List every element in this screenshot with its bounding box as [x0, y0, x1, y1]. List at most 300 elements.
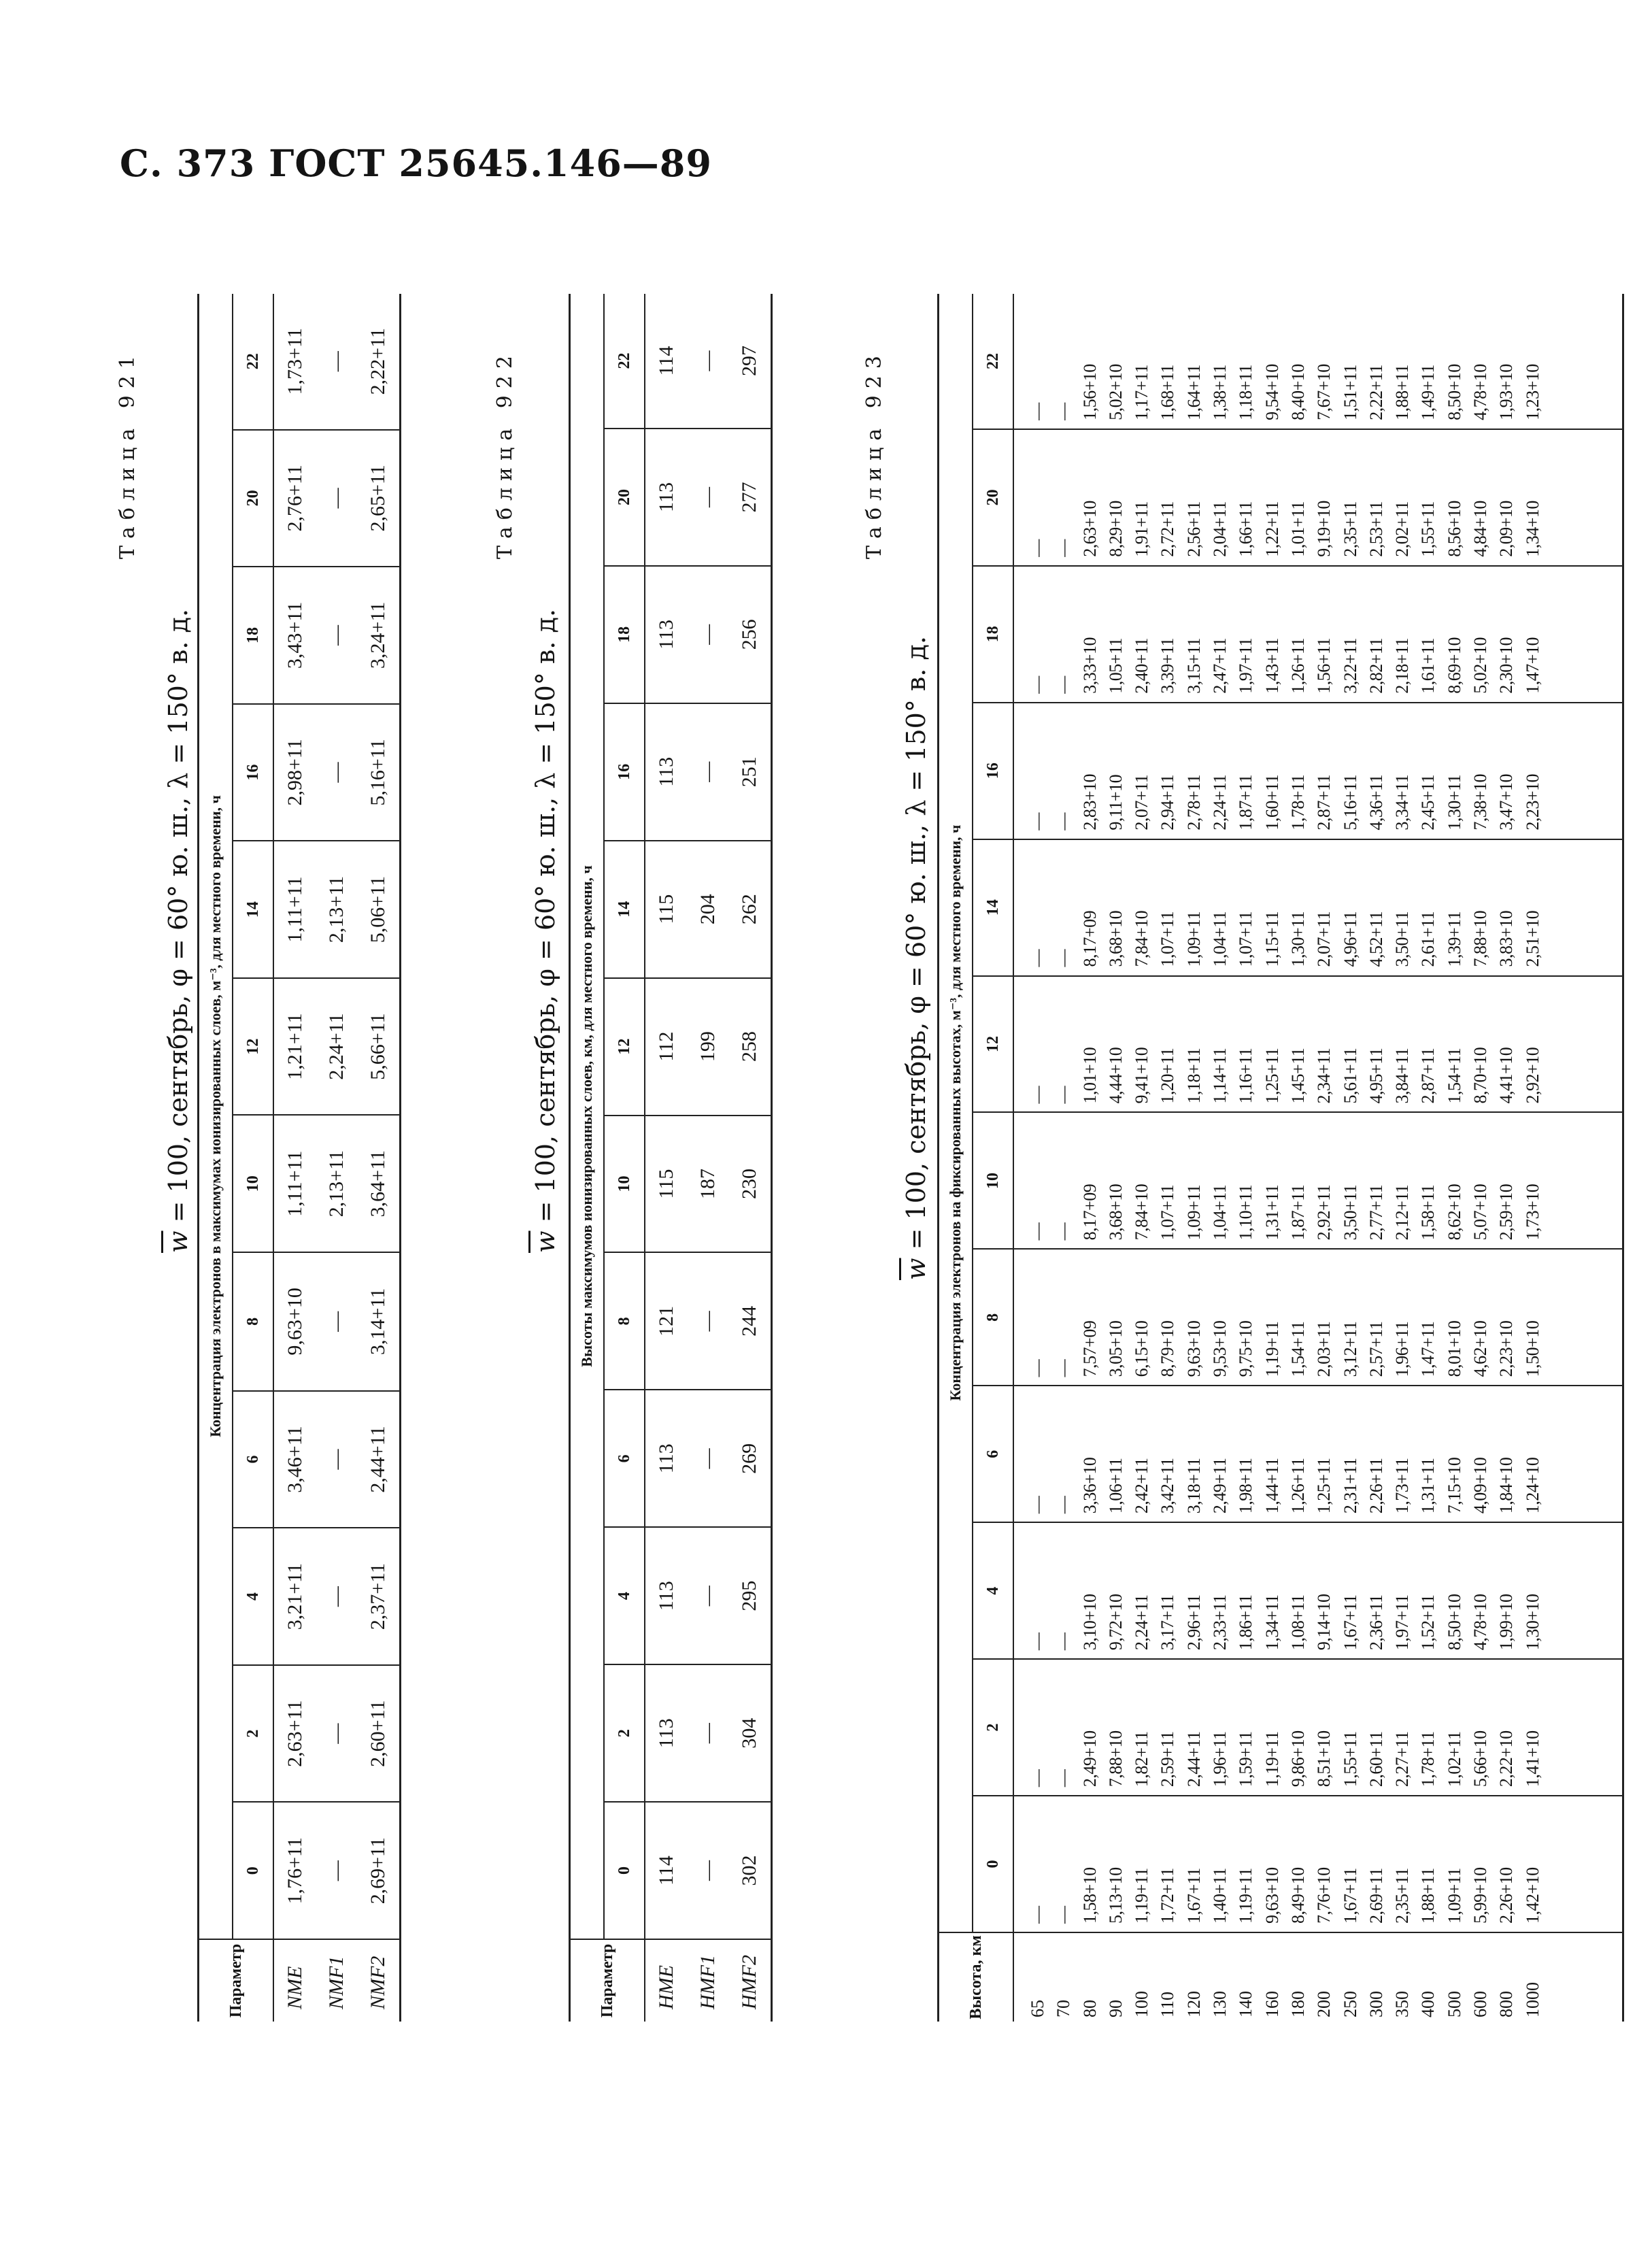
value-cell: 113 — [645, 429, 687, 566]
value-cell: 304 — [728, 1664, 771, 1802]
value-cell: 258 — [728, 978, 771, 1116]
value-cell: 1,07+11 — [1236, 911, 1256, 967]
value-cell: 1,02+11 — [1444, 1731, 1464, 1788]
value-cell: 7,84+10 — [1132, 910, 1152, 967]
value-cell: 244 — [728, 1252, 771, 1390]
value-cell: 1,88+11 — [1392, 365, 1413, 420]
value-cell: 2,87+11 — [1418, 1047, 1438, 1104]
value-cell: 8,49+10 — [1287, 1867, 1308, 1924]
value-cell: 2,12+11 — [1392, 1184, 1413, 1241]
value-cell: — — [687, 1664, 728, 1802]
hour-header: 16 — [604, 703, 645, 841]
value-cell: — — [316, 294, 357, 430]
value-cell: 2,22+11 — [1366, 365, 1386, 420]
value-cell: — — [316, 1252, 357, 1391]
value-cell: 9,53+10 — [1210, 1320, 1230, 1377]
value-cell: 2,22+10 — [1496, 1730, 1517, 1788]
value-cell: 1,93+10 — [1496, 364, 1517, 420]
value-cell: 121 — [645, 1252, 687, 1390]
value-cell: 2,69+11 — [357, 1802, 400, 1939]
data-column — [1013, 1249, 1623, 1386]
hour-header: 2 — [973, 1659, 1013, 1796]
height-column — [1013, 1932, 1623, 2022]
value-cell: 4,95+11 — [1366, 1047, 1386, 1104]
hour-header: 6 — [973, 1386, 1013, 1522]
value-cell: 1,23+10 — [1522, 364, 1543, 420]
value-cell: 2,24+11 — [316, 978, 357, 1116]
value-cell: 1,25+11 — [1262, 1047, 1282, 1104]
value-cell: — — [316, 430, 357, 567]
value-cell: 113 — [645, 703, 687, 841]
height-cell: 70 — [1053, 2000, 1074, 2017]
data-column — [1013, 566, 1623, 703]
table-row — [273, 294, 316, 2022]
value-cell: 2,36+11 — [1366, 1594, 1386, 1651]
value-cell: 1,97+11 — [1392, 1594, 1413, 1651]
value-cell: 3,12+11 — [1340, 1321, 1360, 1377]
table-922 — [569, 294, 773, 2022]
value-cell: 1,58+11 — [1418, 1184, 1438, 1241]
data-column — [1013, 1112, 1623, 1249]
value-cell: 2,92+11 — [1314, 1184, 1334, 1241]
value-cell: 1,68+11 — [1158, 365, 1178, 420]
value-cell: — — [1028, 950, 1047, 967]
height-cell: 140 — [1236, 1991, 1256, 2017]
value-cell: — — [1053, 1359, 1074, 1377]
table-922-title — [530, 609, 560, 1253]
value-cell: 9,11+10 — [1105, 774, 1126, 831]
value-cell: 1,64+11 — [1183, 365, 1204, 420]
value-cell: 1,09+11 — [1183, 1184, 1204, 1241]
hour-header: 2 — [233, 1665, 273, 1803]
hour-header: 20 — [233, 430, 273, 567]
value-cell: 2,59+10 — [1496, 1184, 1517, 1241]
value-cell: — — [1028, 1906, 1047, 1924]
table-row — [728, 294, 771, 2022]
value-cell: 8,17+09 — [1079, 910, 1100, 967]
hour-header: 20 — [973, 429, 1013, 566]
hour-header: 8 — [973, 1249, 1013, 1386]
table-923-body-row — [1013, 294, 1623, 2022]
value-cell: 2,49+11 — [1210, 1458, 1230, 1514]
param-cell: HME — [645, 1939, 687, 2022]
value-cell: 3,50+11 — [1392, 911, 1413, 967]
value-cell: — — [1053, 539, 1074, 557]
hour-header: 14 — [604, 841, 645, 978]
value-cell: 2,23+10 — [1496, 1320, 1517, 1377]
table-921-param-header: Параметр — [199, 1939, 274, 2022]
height-cell: 65 — [1028, 2000, 1047, 2017]
hour-header: 10 — [604, 1116, 645, 1253]
table-922-title-w: $\overline{w}$ — [530, 1230, 560, 1253]
value-cell: 3,14+11 — [357, 1252, 400, 1391]
height-cell: 200 — [1314, 1991, 1334, 2017]
value-cell: 7,57+09 — [1079, 1320, 1100, 1377]
value-cell: 8,17+09 — [1079, 1184, 1100, 1241]
value-cell: 1,06+11 — [1105, 1458, 1126, 1514]
value-cell: 5,07+10 — [1470, 1184, 1491, 1241]
value-cell: 4,52+11 — [1366, 911, 1386, 967]
value-cell: 9,41+10 — [1132, 1047, 1152, 1104]
value-cell: 2,65+11 — [357, 430, 400, 567]
page-header: С. 373 ГОСТ 25645.146—89 — [120, 141, 712, 185]
value-cell: — — [1028, 1632, 1047, 1651]
value-cell: 1,56+11 — [1314, 638, 1334, 694]
value-cell: 4,41+10 — [1496, 1047, 1517, 1104]
value-cell: 1,14+11 — [1210, 1047, 1230, 1104]
value-cell: 1,07+11 — [1158, 911, 1178, 967]
value-cell: 9,75+10 — [1236, 1320, 1256, 1377]
value-cell: 2,31+11 — [1340, 1458, 1360, 1514]
value-cell: 2,27+11 — [1392, 1731, 1413, 1788]
value-cell: 277 — [728, 429, 771, 566]
hour-header: 22 — [973, 294, 1013, 429]
value-cell: 1,58+10 — [1079, 1867, 1100, 1924]
hour-header: 18 — [233, 567, 273, 704]
value-cell: 1,19+11 — [1262, 1731, 1282, 1788]
value-cell: 2,26+10 — [1496, 1867, 1517, 1924]
value-cell: 1,67+11 — [1340, 1594, 1360, 1651]
value-cell: 2,24+11 — [1132, 1594, 1152, 1651]
value-cell: 256 — [728, 566, 771, 703]
hour-header: 4 — [604, 1527, 645, 1664]
height-cell: 100 — [1132, 1991, 1152, 2017]
param-cell: NME — [273, 1939, 316, 2022]
height-cell: 300 — [1366, 1991, 1386, 2017]
value-cell: 7,15+10 — [1444, 1457, 1464, 1514]
hour-header: 14 — [973, 839, 1013, 976]
hour-header: 20 — [604, 429, 645, 566]
value-cell: 1,19+11 — [1236, 1868, 1256, 1924]
value-cell: 1,11+11 — [273, 1115, 316, 1252]
table-923-height-header: Высота, км — [939, 1932, 1014, 2022]
value-cell: 2,51+10 — [1522, 910, 1543, 967]
value-cell: 3,10+10 — [1079, 1594, 1100, 1651]
value-cell: 2,69+11 — [1366, 1868, 1386, 1924]
value-cell: — — [1053, 950, 1074, 967]
height-cell: 120 — [1183, 1991, 1204, 2017]
value-cell: 1,18+11 — [1183, 1047, 1204, 1104]
hour-header: 8 — [233, 1252, 273, 1391]
value-cell: 9,63+10 — [273, 1252, 316, 1391]
value-cell: 2,63+10 — [1079, 501, 1100, 557]
param-cell: HMF2 — [728, 1939, 771, 2022]
hour-header: 4 — [973, 1522, 1013, 1659]
value-cell: 3,33+10 — [1079, 637, 1100, 694]
value-cell: 1,78+11 — [1287, 774, 1308, 831]
value-cell: 115 — [645, 841, 687, 978]
value-cell: 2,77+11 — [1366, 1184, 1386, 1241]
value-cell: 1,50+10 — [1522, 1320, 1543, 1377]
value-cell: 2,53+11 — [1366, 501, 1386, 557]
value-cell: 1,09+11 — [1444, 1868, 1464, 1924]
value-cell: 1,42+10 — [1522, 1867, 1543, 1924]
value-cell: 1,01+10 — [1079, 1047, 1100, 1104]
hour-header: 6 — [233, 1391, 273, 1528]
table-923-caption: Концентрация электронов на фиксированных высотах, м⁻³, для местного времени, ч — [939, 294, 973, 1932]
value-cell: 2,18+11 — [1392, 638, 1413, 694]
value-cell: 1,73+10 — [1522, 1184, 1543, 1241]
value-cell: 113 — [645, 1390, 687, 1527]
table-923-title-w: $\overline{w}$ — [901, 1258, 931, 1280]
value-cell: 112 — [645, 978, 687, 1116]
value-cell: 1,45+11 — [1287, 1047, 1308, 1104]
value-cell: 1,30+11 — [1287, 911, 1308, 967]
value-cell: 3,43+11 — [273, 567, 316, 704]
value-cell: 114 — [645, 294, 687, 429]
value-cell: 1,41+10 — [1522, 1730, 1543, 1788]
value-cell: 3,68+10 — [1105, 910, 1126, 967]
value-cell: 2,44+11 — [357, 1391, 400, 1528]
value-cell: 297 — [728, 294, 771, 429]
param-cell: NMF2 — [357, 1939, 400, 2022]
value-cell: 1,26+11 — [1287, 1458, 1308, 1514]
value-cell: — — [1053, 1769, 1074, 1788]
height-cell: 500 — [1444, 1991, 1464, 2017]
value-cell: 5,16+11 — [357, 704, 400, 841]
value-cell: 1,60+11 — [1262, 774, 1282, 831]
hour-header: 14 — [233, 841, 273, 978]
height-cell: 1000 — [1522, 1982, 1543, 2017]
data-column — [1013, 1796, 1623, 1932]
value-cell: 1,04+11 — [1210, 911, 1230, 967]
value-cell: — — [1028, 676, 1047, 694]
value-cell: 2,60+11 — [357, 1665, 400, 1803]
hour-header: 10 — [973, 1112, 1013, 1249]
value-cell: 2,94+11 — [1158, 774, 1178, 831]
table-921-hours-row — [233, 294, 273, 2022]
value-cell: 295 — [728, 1527, 771, 1664]
value-cell: 2,78+11 — [1183, 774, 1204, 831]
value-cell: 8,79+10 — [1158, 1320, 1178, 1377]
value-cell: 3,17+11 — [1158, 1594, 1178, 1651]
value-cell: 2,98+11 — [273, 704, 316, 841]
table-921-title — [163, 609, 193, 1253]
data-column — [1013, 1522, 1623, 1659]
value-cell: 2,83+10 — [1079, 773, 1100, 831]
value-cell: 5,16+11 — [1340, 774, 1360, 831]
value-cell: 7,88+10 — [1470, 910, 1491, 967]
value-cell: 1,72+11 — [1158, 1868, 1178, 1924]
value-cell: — — [1028, 813, 1047, 831]
value-cell: 5,06+11 — [357, 841, 400, 978]
value-cell: 1,59+11 — [1236, 1731, 1256, 1788]
height-cell: 800 — [1496, 1991, 1517, 2017]
height-cell: 180 — [1287, 1991, 1308, 2017]
value-cell: — — [316, 1391, 357, 1528]
hour-header: 0 — [973, 1796, 1013, 1932]
value-cell: 2,35+11 — [1392, 1868, 1413, 1924]
value-cell: 8,56+10 — [1444, 501, 1464, 557]
value-cell: 2,03+11 — [1314, 1321, 1334, 1377]
table-921-title-w: $\overline{w}$ — [163, 1230, 193, 1253]
value-cell: 2,82+11 — [1366, 638, 1386, 694]
value-cell: — — [1028, 1359, 1047, 1377]
value-cell: 2,04+11 — [1210, 501, 1230, 557]
value-cell: 1,55+11 — [1418, 501, 1438, 557]
value-cell: 204 — [687, 841, 728, 978]
value-cell: 1,61+11 — [1418, 638, 1438, 694]
value-cell: 1,08+11 — [1287, 1594, 1308, 1651]
value-cell: — — [687, 1390, 728, 1527]
value-cell: 5,66+10 — [1470, 1730, 1491, 1788]
value-cell: 5,02+10 — [1470, 637, 1491, 694]
data-column — [1013, 1659, 1623, 1796]
value-cell: 8,51+10 — [1314, 1730, 1334, 1788]
value-cell: 2,22+11 — [357, 294, 400, 430]
value-cell: 262 — [728, 841, 771, 978]
value-cell: 1,18+11 — [1236, 365, 1256, 420]
value-cell: 1,96+11 — [1392, 1321, 1413, 1377]
value-cell: 9,63+10 — [1183, 1320, 1204, 1377]
hour-header: 10 — [233, 1115, 273, 1252]
height-cell: 130 — [1210, 1991, 1230, 2017]
value-cell: 3,34+11 — [1392, 774, 1413, 831]
value-cell: 4,36+11 — [1366, 774, 1386, 831]
value-cell: 2,02+11 — [1392, 501, 1413, 557]
value-cell: 2,61+11 — [1418, 911, 1438, 967]
hour-header: 12 — [233, 978, 273, 1116]
hour-header: 2 — [604, 1664, 645, 1802]
value-cell: 1,78+11 — [1418, 1731, 1438, 1788]
value-cell: 2,34+11 — [1314, 1047, 1334, 1104]
value-cell: — — [687, 1252, 728, 1390]
value-cell: — — [1028, 1769, 1047, 1788]
value-cell: — — [1053, 1222, 1074, 1241]
value-cell: 1,19+11 — [1132, 1868, 1152, 1924]
value-cell: 1,66+11 — [1236, 501, 1256, 557]
value-cell: 8,69+10 — [1444, 637, 1464, 694]
value-cell: 1,51+11 — [1340, 365, 1360, 420]
value-cell: 1,21+11 — [273, 978, 316, 1116]
hour-header: 6 — [604, 1390, 645, 1527]
value-cell: 1,55+11 — [1340, 1731, 1360, 1788]
value-cell: 3,50+11 — [1340, 1184, 1360, 1241]
value-cell: 2,24+11 — [1210, 774, 1230, 831]
value-cell: 3,47+10 — [1496, 773, 1517, 831]
table-922-title-rest: = 100, сентябрь, φ = 60° ю. ш., λ = 150° в. д. — [530, 609, 560, 1231]
value-cell: 1,44+11 — [1262, 1458, 1282, 1514]
value-cell: 2,13+11 — [316, 841, 357, 978]
value-cell: 2,56+11 — [1183, 501, 1204, 557]
value-cell: 115 — [645, 1116, 687, 1253]
value-cell: 1,56+10 — [1079, 364, 1100, 420]
value-cell: 2,47+11 — [1210, 638, 1230, 694]
value-cell: — — [1053, 676, 1074, 694]
value-cell: 3,46+11 — [273, 1391, 316, 1528]
value-cell: 269 — [728, 1390, 771, 1527]
value-cell: 8,50+10 — [1444, 364, 1464, 420]
value-cell: 1,39+11 — [1444, 911, 1464, 967]
value-cell: 1,67+11 — [1340, 1868, 1360, 1924]
value-cell: 6,15+10 — [1132, 1320, 1152, 1377]
value-cell: 3,05+10 — [1105, 1320, 1126, 1377]
value-cell: 2,60+11 — [1366, 1731, 1386, 1788]
value-cell: 2,37+11 — [357, 1528, 400, 1665]
value-cell: 1,19+11 — [1262, 1321, 1282, 1377]
value-cell: 1,73+11 — [273, 294, 316, 430]
value-cell: 1,04+11 — [1210, 1184, 1230, 1241]
table-922-label: Таблица 922 — [493, 349, 517, 559]
table-922-param-header: Параметр — [570, 1939, 645, 2022]
value-cell: — — [316, 704, 357, 841]
value-cell: 3,24+11 — [357, 567, 400, 704]
value-cell: 1,43+11 — [1262, 638, 1282, 694]
table-923-hours-row — [973, 294, 1013, 2022]
param-cell: HMF1 — [687, 1939, 728, 2022]
value-cell: 113 — [645, 566, 687, 703]
table-923 — [937, 294, 1624, 2022]
data-column — [1013, 429, 1623, 566]
value-cell: 3,42+11 — [1158, 1458, 1178, 1514]
value-cell: — — [1028, 1222, 1047, 1241]
value-cell: 5,99+10 — [1470, 1867, 1491, 1924]
value-cell: 2,40+11 — [1132, 638, 1152, 694]
value-cell: 2,72+11 — [1158, 501, 1178, 557]
value-cell: 1,47+10 — [1522, 637, 1543, 694]
value-cell: 1,22+11 — [1262, 501, 1282, 557]
value-cell: 5,66+11 — [357, 978, 400, 1116]
data-column — [1013, 1386, 1623, 1522]
value-cell: — — [316, 1802, 357, 1939]
value-cell: 2,45+11 — [1418, 774, 1438, 831]
table-921-caption: Концентрация электронов в максимумах ионизированных слоев, м⁻³, для местного времени, ч — [199, 294, 233, 1939]
table-row — [316, 294, 357, 2022]
hour-header: 0 — [233, 1802, 273, 1939]
value-cell: 1,84+10 — [1496, 1457, 1517, 1514]
value-cell: 114 — [645, 1802, 687, 1939]
table-923-title — [901, 636, 931, 1280]
value-cell: 2,42+11 — [1132, 1458, 1152, 1514]
value-cell: — — [316, 1528, 357, 1665]
value-cell: 2,35+11 — [1340, 501, 1360, 557]
value-cell: 3,36+10 — [1079, 1457, 1100, 1514]
value-cell: 8,29+10 — [1105, 501, 1126, 557]
param-cell: NMF1 — [316, 1939, 357, 2022]
value-cell: 9,19+10 — [1314, 501, 1334, 557]
value-cell: 8,62+10 — [1444, 1184, 1464, 1241]
value-cell: — — [1053, 1496, 1074, 1514]
value-cell: — — [687, 429, 728, 566]
value-cell: — — [1028, 403, 1047, 420]
value-cell: 1,86+11 — [1236, 1594, 1256, 1651]
value-cell: 3,39+11 — [1158, 638, 1178, 694]
value-cell: 1,17+11 — [1132, 365, 1152, 420]
value-cell: 2,76+11 — [273, 430, 316, 567]
value-cell: 1,87+11 — [1287, 1184, 1308, 1241]
value-cell: — — [687, 294, 728, 429]
value-cell: — — [316, 1665, 357, 1803]
height-cell: 110 — [1158, 1991, 1178, 2017]
value-cell: 1,15+11 — [1262, 911, 1282, 967]
value-cell: 1,20+11 — [1158, 1047, 1178, 1104]
value-cell: 1,98+11 — [1236, 1458, 1256, 1514]
value-cell: 1,47+11 — [1418, 1321, 1438, 1377]
value-cell: 3,83+10 — [1496, 910, 1517, 967]
data-column — [1013, 294, 1623, 429]
value-cell: 4,96+11 — [1340, 911, 1360, 967]
value-cell: 7,38+10 — [1470, 773, 1491, 831]
value-cell: 1,10+11 — [1236, 1184, 1256, 1241]
value-cell: — — [687, 566, 728, 703]
value-cell: — — [1028, 1496, 1047, 1514]
value-cell: 251 — [728, 703, 771, 841]
value-cell: 1,16+11 — [1236, 1047, 1256, 1104]
value-cell: 302 — [728, 1802, 771, 1939]
value-cell: 3,15+11 — [1183, 638, 1204, 694]
height-cell: 160 — [1262, 1991, 1282, 2017]
value-cell: 1,24+10 — [1522, 1457, 1543, 1514]
